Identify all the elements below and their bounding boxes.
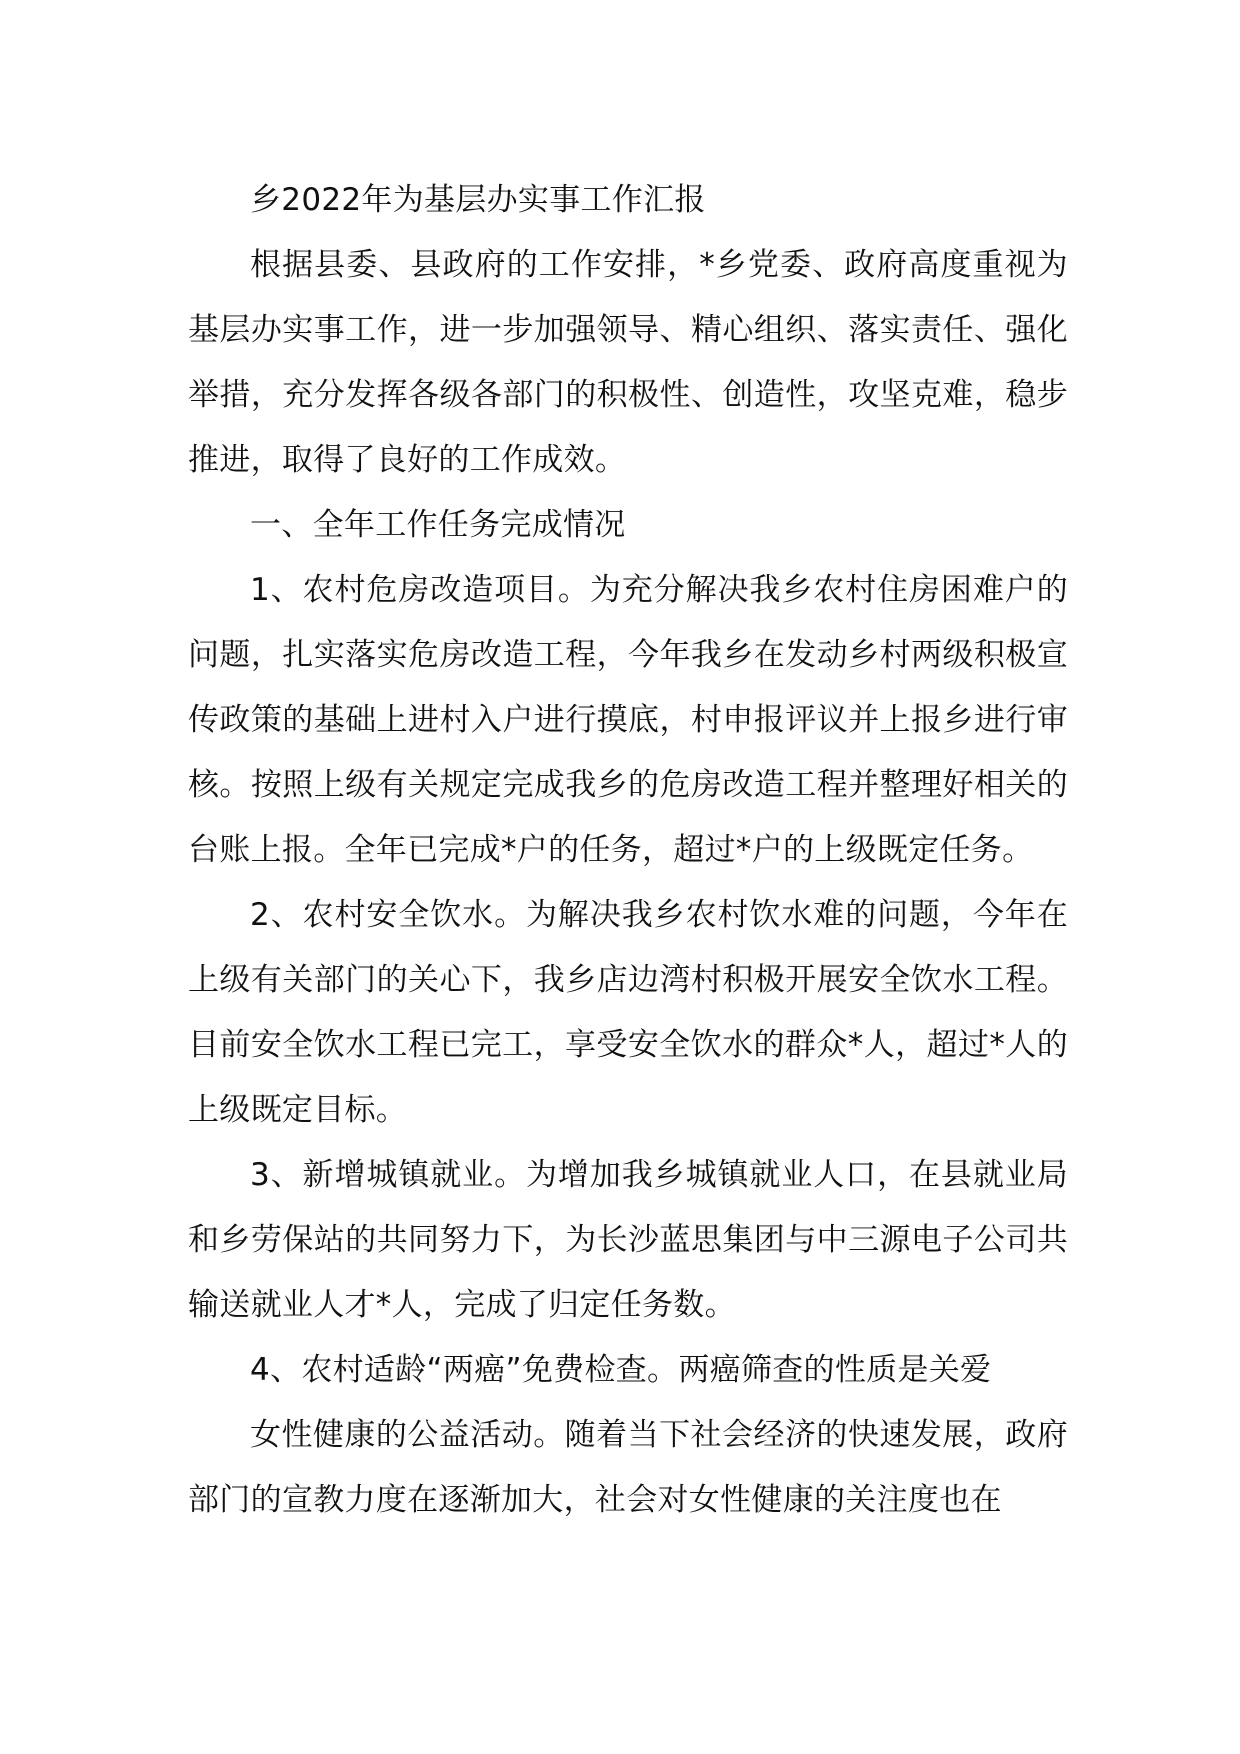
paragraph-item-1: 1、农村危房改造项目。为充分解决我乡农村住房困难户的问题，扎实落实危房改造工程，今年我乡在发动乡村两级积极宣传政策的基础上进村入户进行摸底，村申报评议并上报乡进行审核。按照上级有关规定完成我乡的危房改造工程并整理好相关的台账上报。全年已完成*户的任务，超过*户的上级既定任务。 bbox=[188, 572, 1068, 868]
paragraph-intro: 根据县委、县政府的工作安排，*乡党委、政府高度重视为基层办实事工作，进一步加强领导、精心组织、落实责任、强化举措，充分发挥各级各部门的积极性、创造性，攻坚克难，稳步推进，取得了良好的工作成效。 bbox=[188, 247, 1068, 478]
paragraph-item-3: 3、新增城镇就业。为增加我乡城镇就业人口，在县就业局和乡劳保站的共同努力下，为长沙蓝思集团与中三源电子公司共输送就业人才*人，完成了归定任务数。 bbox=[188, 1157, 1068, 1323]
paragraph-item-2: 2、农村安全饮水。为解决我乡农村饮水难的问题，今年在上级有关部门的关心下，我乡店边湾村积极开展安全饮水工程。目前安全饮水工程已完工，享受安全饮水的群众*人，超过*人的上级既定目标。 bbox=[188, 897, 1068, 1128]
paragraph-item-4-continued: 女性健康的公益活动。随着当下社会经济的快速发展，政府部门的宣教力度在逐渐加大，社会对女性健康的关注度也在 bbox=[188, 1417, 1068, 1518]
document-body bbox=[188, 168, 1068, 1533]
section-heading: 一、全年工作任务完成情况 bbox=[250, 507, 626, 543]
paragraph-item-4: 4、农村适龄“两癌”免费检查。两癌筛查的性质是关爱 bbox=[250, 1352, 992, 1388]
document-title: 乡2022年为基层办实事工作汇报 bbox=[250, 182, 706, 218]
